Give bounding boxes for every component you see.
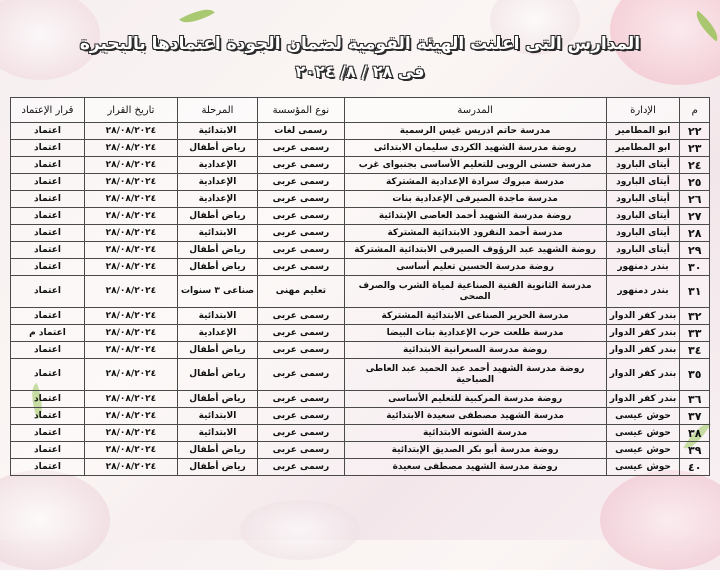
cell-accreditation-decision: اعتماد [11, 459, 85, 476]
table-row [11, 208, 710, 225]
table-row [11, 174, 710, 191]
cell-number: ٢٩ [680, 242, 710, 259]
cell-administration: أيتاى البارود [606, 225, 680, 242]
cell-decision-date: ٢٨/٠٨/٢٠٢٤ [84, 174, 177, 191]
cell-stage: صناعى ٣ سنوات [177, 276, 257, 308]
cell-administration: ابو المطامير [606, 123, 680, 140]
cell-administration: بندر دمنهور [606, 276, 680, 308]
cell-decision-date: ٢٨/٠٨/٢٠٢٤ [84, 276, 177, 308]
cell-accreditation-decision: اعتماد [11, 359, 85, 391]
cell-accreditation-decision: اعتماد [11, 208, 85, 225]
cell-administration: حوش عيسى [606, 442, 680, 459]
cell-accreditation-decision: اعتماد م [11, 325, 85, 342]
cell-stage: الإعدادية [177, 157, 257, 174]
cell-stage: الابتدائية [177, 425, 257, 442]
cell-decision-date: ٢٨/٠٨/٢٠٢٤ [84, 242, 177, 259]
cell-accreditation-decision: اعتماد [11, 140, 85, 157]
cell-school: روضة مدرسة الشهيد أحمد عبد الحميد عبد العاطى الصباحية [344, 359, 606, 391]
cell-stage: رياض أطفال [177, 442, 257, 459]
cell-accreditation-decision: اعتماد [11, 191, 85, 208]
cell-school: روضة مدرسة المركبية للتعليم الأساسى [344, 391, 606, 408]
cell-institution-type: رسمى عربى [258, 442, 345, 459]
cell-number: ٣٣ [680, 325, 710, 342]
cell-number: ٣١ [680, 276, 710, 308]
cell-accreditation-decision: اعتماد [11, 123, 85, 140]
cell-institution-type: رسمى عربى [258, 408, 345, 425]
cell-school: مدرسة الشهيد مصطفى سعيدة الابتدائية [344, 408, 606, 425]
cell-school: مدرسة أحمد النقرود الابتدائية المشتركة [344, 225, 606, 242]
cell-accreditation-decision: اعتماد [11, 276, 85, 308]
cell-institution-type: رسمى عربى [258, 359, 345, 391]
cell-number: ٣٨ [680, 425, 710, 442]
cell-school: روضة الشهيد عبد الرؤوف الصيرفى الابتدائية المشتركة [344, 242, 606, 259]
cell-decision-date: ٢٨/٠٨/٢٠٢٤ [84, 425, 177, 442]
cell-institution-type: رسمى عربى [258, 325, 345, 342]
table-row [11, 276, 710, 308]
cell-number: ٣٢ [680, 308, 710, 325]
leaf-decoration [179, 2, 214, 29]
cell-number: ٢٥ [680, 174, 710, 191]
table-row [11, 325, 710, 342]
cell-stage: الابتدائية [177, 123, 257, 140]
cell-number: ٣٦ [680, 391, 710, 408]
cell-institution-type: رسمى عربى [258, 425, 345, 442]
cell-decision-date: ٢٨/٠٨/٢٠٢٤ [84, 408, 177, 425]
cell-stage: الابتدائية [177, 408, 257, 425]
cell-stage: رياض أطفال [177, 259, 257, 276]
cell-administration: بندر كفر الدوار [606, 308, 680, 325]
column-header-institution-type: نوع المؤسسة [258, 98, 345, 123]
column-header-accreditation-decision: قرار الإعتماد [11, 98, 85, 123]
cell-school: روضة مدرسة أبو بكر الصديق الإبتدائية [344, 442, 606, 459]
cell-decision-date: ٢٨/٠٨/٢٠٢٤ [84, 342, 177, 359]
cell-accreditation-decision: اعتماد [11, 342, 85, 359]
cell-institution-type: رسمى عربى [258, 308, 345, 325]
table-header-row [11, 98, 710, 123]
cell-stage: رياض أطفال [177, 391, 257, 408]
cell-decision-date: ٢٨/٠٨/٢٠٢٤ [84, 359, 177, 391]
cell-decision-date: ٢٨/٠٨/٢٠٢٤ [84, 191, 177, 208]
column-header-number: م [680, 98, 710, 123]
cell-administration: ابو المطامير [606, 140, 680, 157]
cell-accreditation-decision: اعتماد [11, 174, 85, 191]
cell-decision-date: ٢٨/٠٨/٢٠٢٤ [84, 391, 177, 408]
flower-decoration [0, 470, 110, 570]
cell-accreditation-decision: اعتماد [11, 408, 85, 425]
column-header-stage: المرحلة [177, 98, 257, 123]
cell-school: مدرسة حسنى الروبى للتعليم الأساسى بجنبواى غرب [344, 157, 606, 174]
table-row [11, 408, 710, 425]
cell-accreditation-decision: اعتماد [11, 259, 85, 276]
cell-stage: رياض أطفال [177, 359, 257, 391]
cell-administration: بندر كفر الدوار [606, 359, 680, 391]
cell-administration: أيتاى البارود [606, 208, 680, 225]
column-header-decision-date: تاريخ القرار [84, 98, 177, 123]
cell-administration: أيتاى البارود [606, 174, 680, 191]
cell-school: مدرسة طلعت حرب الإعدادية بنات البيضا [344, 325, 606, 342]
cell-number: ٣٥ [680, 359, 710, 391]
table-row [11, 342, 710, 359]
cell-institution-type: رسمى عربى [258, 225, 345, 242]
cell-institution-type: رسمى عربى [258, 140, 345, 157]
page-subtitle-date: فى ٢٨ / ٨/ ٢٠٢٤ [295, 62, 425, 81]
cell-school: روضة مدرسة الشهيد مصطفى سعيدة [344, 459, 606, 476]
cell-administration: أيتاى البارود [606, 191, 680, 208]
cell-stage: رياض أطفال [177, 242, 257, 259]
table-row [11, 242, 710, 259]
table-row [11, 140, 710, 157]
cell-decision-date: ٢٨/٠٨/٢٠٢٤ [84, 308, 177, 325]
cell-decision-date: ٢٨/٠٨/٢٠٢٤ [84, 140, 177, 157]
cell-stage: الإعدادية [177, 325, 257, 342]
cell-number: ٢٨ [680, 225, 710, 242]
table-row [11, 308, 710, 325]
cell-institution-type: رسمى عربى [258, 342, 345, 359]
page-title: المدارس التى اعلنت الهيئة القومية لضمان الجودة اعتمادها بالبحيرة [79, 34, 641, 54]
cell-institution-type: رسمى لغات [258, 123, 345, 140]
cell-decision-date: ٢٨/٠٨/٢٠٢٤ [84, 157, 177, 174]
cell-decision-date: ٢٨/٠٨/٢٠٢٤ [84, 325, 177, 342]
cell-accreditation-decision: اعتماد [11, 425, 85, 442]
cell-decision-date: ٢٨/٠٨/٢٠٢٤ [84, 123, 177, 140]
cell-administration: حوش عيسى [606, 459, 680, 476]
cell-institution-type: رسمى عربى [258, 157, 345, 174]
cell-institution-type: رسمى عربى [258, 242, 345, 259]
cell-administration: أيتاى البارود [606, 242, 680, 259]
cell-decision-date: ٢٨/٠٨/٢٠٢٤ [84, 208, 177, 225]
cell-decision-date: ٢٨/٠٨/٢٠٢٤ [84, 459, 177, 476]
cell-stage: رياض أطفال [177, 208, 257, 225]
column-header-school: المدرسة [344, 98, 606, 123]
cell-institution-type: رسمى عربى [258, 391, 345, 408]
cell-number: ٢٦ [680, 191, 710, 208]
cell-school: روضة مدرسة السعرانية الابتدائية [344, 342, 606, 359]
cell-number: ٢٣ [680, 140, 710, 157]
cell-administration: بندر كفر الدوار [606, 342, 680, 359]
cell-number: ٣٤ [680, 342, 710, 359]
cell-number: ٣٠ [680, 259, 710, 276]
cell-administration: بندر كفر الدوار [606, 325, 680, 342]
cell-institution-type: رسمى عربى [258, 459, 345, 476]
cell-institution-type: رسمى عربى [258, 174, 345, 191]
table-row [11, 359, 710, 391]
cell-decision-date: ٢٨/٠٨/٢٠٢٤ [84, 225, 177, 242]
cell-school: مدرسة مبروك سرادة الإعدادية المشتركة [344, 174, 606, 191]
cell-decision-date: ٢٨/٠٨/٢٠٢٤ [84, 442, 177, 459]
cell-administration: بندر دمنهور [606, 259, 680, 276]
cell-institution-type: تعليم مهنى [258, 276, 345, 308]
cell-decision-date: ٢٨/٠٨/٢٠٢٤ [84, 259, 177, 276]
table-row [11, 459, 710, 476]
table-row [11, 123, 710, 140]
cell-number: ٢٢ [680, 123, 710, 140]
flower-decoration [240, 500, 360, 560]
cell-accreditation-decision: اعتماد [11, 308, 85, 325]
schools-table [10, 97, 710, 476]
table-row [11, 259, 710, 276]
cell-accreditation-decision: اعتماد [11, 391, 85, 408]
cell-accreditation-decision: اعتماد [11, 157, 85, 174]
cell-stage: رياض أطفال [177, 140, 257, 157]
cell-stage: رياض أطفال [177, 459, 257, 476]
cell-institution-type: رسمى عربى [258, 259, 345, 276]
table-row [11, 442, 710, 459]
cell-school: روضة مدرسة الشهيد الكردى سليمان الابتدائى [344, 140, 606, 157]
cell-school: مدرسة حاتم ادريس غيس الرسمية [344, 123, 606, 140]
cell-number: ٤٠ [680, 459, 710, 476]
cell-number: ٣٩ [680, 442, 710, 459]
table-row [11, 157, 710, 174]
cell-administration: حوش عيسى [606, 408, 680, 425]
table-row [11, 425, 710, 442]
cell-accreditation-decision: اعتماد [11, 242, 85, 259]
cell-school: روضة مدرسة الشهيد أحمد العاصى الإبتدائية [344, 208, 606, 225]
cell-number: ٢٤ [680, 157, 710, 174]
cell-school: مدرسة الحرير الصناعى الابتدائية المشتركة [344, 308, 606, 325]
table-row [11, 225, 710, 242]
cell-accreditation-decision: اعتماد [11, 442, 85, 459]
cell-administration: بندر كفر الدوار [606, 391, 680, 408]
cell-school: مدرسة ماجدة الصيرفى الإعدادية بنات [344, 191, 606, 208]
cell-school: مدرسة الثانوية الفنية الصناعية لمياة الشرب والصرف الصحى [344, 276, 606, 308]
cell-accreditation-decision: اعتماد [11, 225, 85, 242]
cell-school: مدرسة الشونه الابتدائية [344, 425, 606, 442]
column-header-administration: الإدارة [606, 98, 680, 123]
cell-school: روضة مدرسة الحسين تعليم أساسى [344, 259, 606, 276]
table-row [11, 391, 710, 408]
cell-administration: أيتاى البارود [606, 157, 680, 174]
cell-stage: الابتدائية [177, 225, 257, 242]
cell-administration: حوش عيسى [606, 425, 680, 442]
cell-number: ٢٧ [680, 208, 710, 225]
cell-stage: الإعدادية [177, 191, 257, 208]
cell-number: ٣٧ [680, 408, 710, 425]
table-row [11, 191, 710, 208]
cell-institution-type: رسمى عربى [258, 191, 345, 208]
flower-decoration [600, 470, 720, 570]
cell-institution-type: رسمى عربى [258, 208, 345, 225]
cell-stage: الابتدائية [177, 308, 257, 325]
cell-stage: رياض أطفال [177, 342, 257, 359]
cell-stage: الإعدادية [177, 174, 257, 191]
